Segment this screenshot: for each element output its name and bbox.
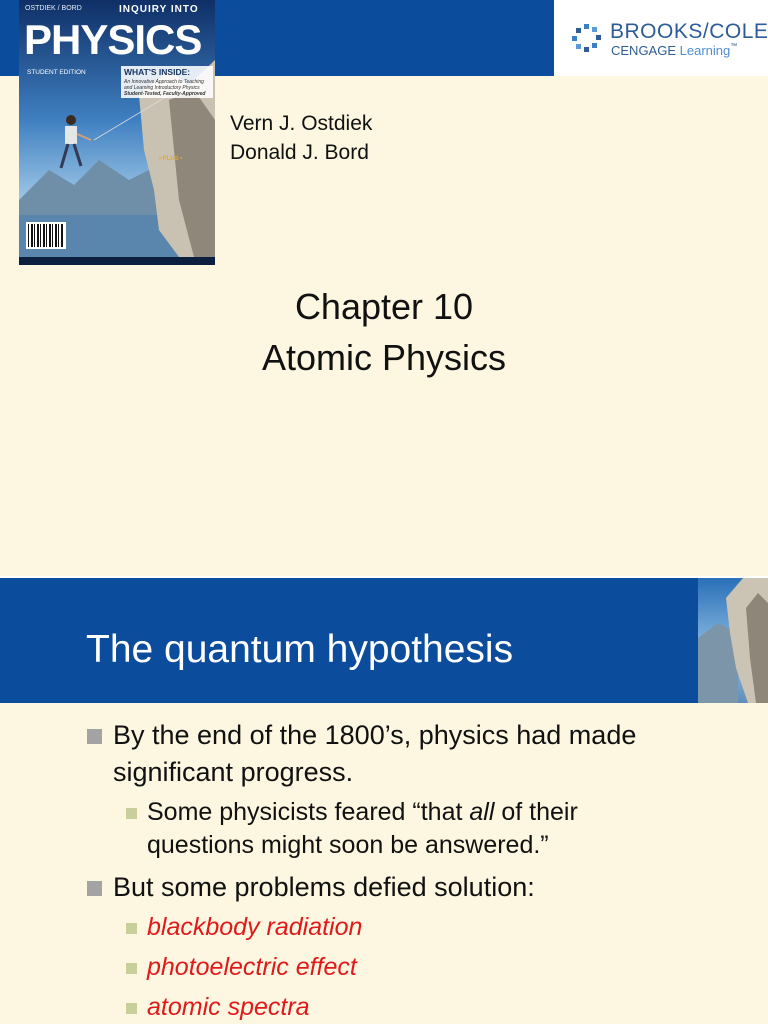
sub-bullet-square-icon xyxy=(126,808,137,819)
cover-title: PHYSICS xyxy=(24,16,202,63)
cover-series: INQUIRY INTO xyxy=(119,4,199,15)
cover-edition: STUDENT EDITION xyxy=(27,69,86,76)
problem-label: atomic spectra xyxy=(147,993,310,1021)
sub-bullet-item xyxy=(147,796,727,862)
cover-inside-heading: WHAT'S INSIDE: xyxy=(124,67,191,77)
cliff-photo-icon xyxy=(698,578,768,703)
problem-label: photoelectric effect xyxy=(147,953,357,981)
cover-plus: • PLUS • xyxy=(159,156,183,162)
cover-authors: OSTDIEK / BORD xyxy=(25,5,82,12)
author-name: Vern J. Ostdiek xyxy=(230,112,373,135)
chapter-title: Atomic Physics xyxy=(261,337,507,378)
problem-label: blackbody radiation xyxy=(147,913,363,941)
sub-bullet-text-line: questions might soon be answered.” xyxy=(147,831,549,859)
cover-inside-text: An Innovative Approach to Teaching and Learning Introductory Physics Student-Tested, Faculty-Approved xyxy=(124,79,206,97)
bullet-item xyxy=(113,869,733,906)
publisher-logo xyxy=(554,0,768,76)
cover-footer xyxy=(19,257,215,265)
bullet-text-line: By the end of the 1800’s, physics had made xyxy=(113,720,637,750)
corner-photo xyxy=(698,578,768,703)
sub-bullet-square-icon xyxy=(126,923,137,934)
cover-inside-box xyxy=(121,66,213,98)
barcode-icon xyxy=(26,222,66,249)
bullet-square-icon xyxy=(87,729,102,744)
sub-bullet-square-icon xyxy=(126,963,137,974)
sub-bullet-square-icon xyxy=(126,1003,137,1014)
content-slide xyxy=(0,578,768,1024)
publisher-subname: CENGAGE Learning™ xyxy=(611,43,738,58)
brooks-cole-logo-icon xyxy=(570,22,604,56)
book-cover xyxy=(19,0,215,265)
bullet-square-icon xyxy=(87,881,102,896)
title-band xyxy=(0,578,698,703)
problem-item xyxy=(147,951,357,984)
problem-item xyxy=(147,911,362,944)
bullet-item xyxy=(113,717,733,791)
chapter-number: Chapter 10 xyxy=(294,286,474,327)
bullet-text-line: But some problems defied solution: xyxy=(113,872,535,902)
author-name: Donald J. Bord xyxy=(230,141,369,164)
problem-item xyxy=(147,991,310,1024)
bullet-text-line: significant progress. xyxy=(113,757,354,787)
slide-title: The quantum hypothesis xyxy=(86,628,514,671)
sub-bullet-text-line: Some physicists feared “that all of their xyxy=(147,798,578,826)
publisher-name: BROOKS/COLE xyxy=(610,20,768,43)
